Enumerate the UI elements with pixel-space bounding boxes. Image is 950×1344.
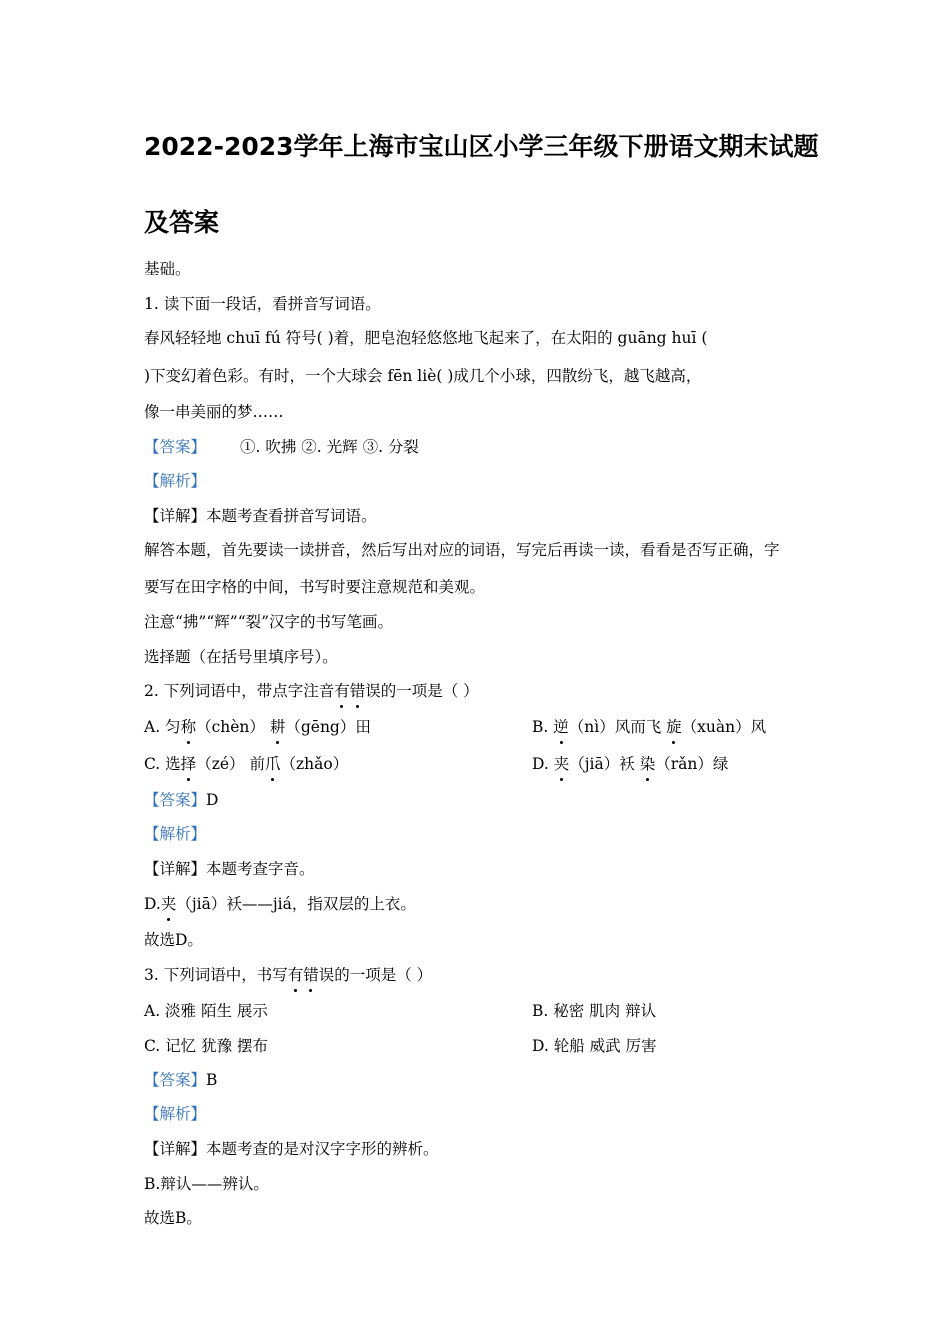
option-text: A. 匀 xyxy=(144,718,181,736)
option-text: D. xyxy=(532,755,554,773)
q2-option-b xyxy=(532,717,766,737)
doc-title-line1: 2022-2023学年上海市宝山区小学三年级下册语文期末试题 xyxy=(144,132,819,161)
q3-answer: B xyxy=(206,1071,218,1089)
q1-para3: 注意“拂”“辉”“裂”汉字的书写笔画。 xyxy=(144,613,394,631)
q2-option-d xyxy=(532,754,728,774)
detail-tag: 【详解】 xyxy=(144,507,207,525)
q3-stem xyxy=(144,965,432,985)
option-text: C. 选 xyxy=(144,755,181,773)
q2-answer: D xyxy=(206,791,219,809)
detail-tag: 【详解】 xyxy=(144,1140,207,1158)
expl-text: （jiā）袄——jiá，指双层的上衣。 xyxy=(176,895,416,913)
option-text: （jiā）袄 xyxy=(569,755,640,773)
q1-answer: ①. 吹拂 ②. 光辉 ③. 分裂 xyxy=(240,438,419,456)
option-text: （rǎn）绿 xyxy=(655,755,729,773)
q1-text-line1: 春风轻轻地 chuī fú 符号( )着，肥皂泡轻悠悠地飞起来了，在太阳的 guāng huī ( xyxy=(144,329,708,347)
option-text: （chèn） xyxy=(196,718,270,736)
q2-conclusion: 故选D。 xyxy=(144,931,203,949)
q3-option-d: D. 轮船 威武 厉害 xyxy=(532,1037,657,1055)
q1-stem: 1. 读下面一段话，看拼音写词语。 xyxy=(144,295,381,313)
dotted-char: 称 xyxy=(180,718,197,736)
q3-detail: 本题考查的是对汉字字形的辨析。 xyxy=(206,1140,439,1158)
q2-explanation xyxy=(144,894,416,914)
dotted-char: 旋 xyxy=(666,718,682,736)
dotted-char: 逆 xyxy=(553,718,569,736)
q2-answer-row xyxy=(144,790,218,810)
analysis-tag: 【解析】 xyxy=(144,1105,207,1123)
q3-option-b: B. 秘密 肌肉 辩认 xyxy=(532,1002,657,1020)
q3-stem-text-end: 误的一项是（ ） xyxy=(318,966,433,984)
q3-detail-row xyxy=(144,1139,439,1159)
dotted-char: 夹 xyxy=(160,895,177,913)
q2-analysis-row xyxy=(144,824,206,844)
q3-option-c: C. 记忆 犹豫 摆布 xyxy=(144,1037,269,1055)
dotted-char: 有 xyxy=(287,966,304,984)
dotted-char: 错 xyxy=(349,682,366,700)
q3-explanation: B.辩认——辨认。 xyxy=(144,1175,269,1193)
q3-analysis-row xyxy=(144,1104,206,1124)
q2-detail-row xyxy=(144,859,315,879)
option-text: B. xyxy=(532,718,554,736)
q1-para2: 要写在田字格的中间，书写时要注意规范和美观。 xyxy=(144,578,486,596)
choice-section: 选择题（在括号里填序号）。 xyxy=(144,648,338,666)
answer-tag: 【答案】 xyxy=(144,1071,207,1089)
q2-stem-text-end: 误的一项是（ ） xyxy=(365,682,479,700)
dotted-char: 有 xyxy=(334,682,350,700)
q1-detail-row xyxy=(144,506,377,526)
option-text: （nì）风而飞 xyxy=(568,718,667,736)
analysis-tag: 【解析】 xyxy=(144,472,207,490)
expl-text: D. xyxy=(144,895,161,913)
q3-option-a: A. 淡雅 陌生 展示 xyxy=(144,1002,268,1020)
dotted-char: 错 xyxy=(303,966,319,984)
q1-detail: 本题考查看拼音写词语。 xyxy=(206,507,377,525)
analysis-tag: 【解析】 xyxy=(144,825,207,843)
q2-option-a xyxy=(144,717,371,737)
option-text: （zhǎo） xyxy=(280,755,349,773)
doc-title-line2: 及答案 xyxy=(144,208,220,237)
q1-answer-row xyxy=(144,437,419,457)
q2-stem-text: 2. 下列词语中，带点字注音 xyxy=(144,682,335,700)
q3-answer-row xyxy=(144,1070,217,1090)
dotted-char: 染 xyxy=(639,755,656,773)
q2-stem xyxy=(144,681,479,701)
q3-stem-text: 3. 下列词语中，书写 xyxy=(144,966,288,984)
q1-para1: 解答本题，首先要读一读拼音，然后写出对应的词语，写完后再读一读，看看是否写正确，字 xyxy=(144,541,780,559)
answer-tag: 【答案】 xyxy=(144,791,207,809)
q3-conclusion: 故选B。 xyxy=(144,1209,202,1227)
detail-tag: 【详解】 xyxy=(144,860,207,878)
q1-analysis-row xyxy=(144,471,206,491)
dotted-char: 夹 xyxy=(553,755,570,773)
option-text: （zé） 前 xyxy=(196,755,265,773)
q1-text-line3: 像一串美丽的梦…… xyxy=(144,403,284,421)
dotted-char: 爪 xyxy=(264,755,281,773)
option-text: （gēng）田 xyxy=(285,718,371,736)
q1-text-line2: )下变幻着色彩。有时，一个大球会 fēn liè( )成几个小球，四散纷飞，越飞越高， xyxy=(144,367,702,385)
dotted-char: 耕 xyxy=(269,718,286,736)
q2-detail: 本题考查字音。 xyxy=(206,860,315,878)
section-basic: 基础。 xyxy=(144,260,191,278)
dotted-char: 择 xyxy=(180,755,197,773)
option-text: （xuàn）风 xyxy=(681,718,767,736)
answer-tag: 【答案】 xyxy=(144,438,207,456)
q2-option-c xyxy=(144,754,348,774)
